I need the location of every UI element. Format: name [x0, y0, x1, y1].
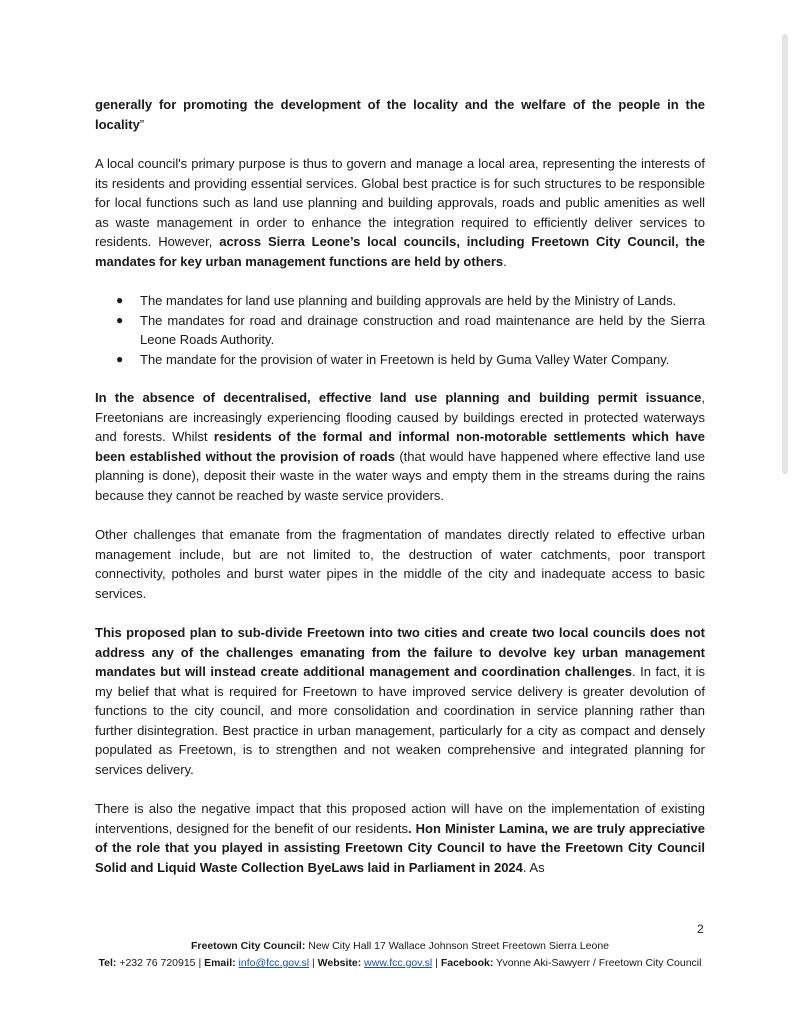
- bold-text: across Sierra Leone’s local councils, including Freetown City Council, the mandates for key urban management functions are held by others: [95, 234, 705, 269]
- bold-text: . Hon Minister Lamina, we are truly appreciative of the role that you played in assisting Freetown City Council to have the Freetown City Council Solid and Liquid Waste Collection ByeLaws laid in Parliament in 2024: [95, 820, 705, 875]
- footer-website-label: Website:: [317, 957, 362, 969]
- footer-tel-label: Tel:: [98, 957, 117, 969]
- footer-separator: |: [432, 957, 441, 969]
- text-run: . As: [522, 859, 545, 875]
- text-run: Other challenges that emanate from the fragmentation of mandates directly related to effective urban management include, but are not limited to, the destruction of water catchments, poor transport connectivity, potholes and burst water pipes in the middle of the city and inadequate access to basic services.: [95, 527, 705, 601]
- footer-tel: +232 76 720915 |: [116, 957, 205, 969]
- footer-address: New City Hall 17 Wallace Johnson Street Freetown Sierra Leone: [305, 940, 609, 952]
- bold-text: residents of the formal and informal non-motorable settlements which have been established without the provision of roads: [95, 429, 705, 464]
- text-run: . In fact, it is my belief that what is required for Freetown to have improved service delivery is greater devolution of functions to the city council, and more consolidation and coordination in service planning rather than further disintegration. Best practice in urban management, particularly for a city as compact and densely populated as Freetown, is to strengthen and not weaken comprehensive and integrated planning for services delivery.: [95, 664, 706, 777]
- bold-text: In the absence of decentralised, effective land use planning and building permit issuance: [95, 390, 702, 405]
- footer-website-link[interactable]: www.fcc.gov.sl: [364, 957, 433, 969]
- vertical-scrollbar[interactable]: [776, 0, 794, 1024]
- footer-contact-line: [95, 955, 705, 972]
- paragraph-planning-absence: [95, 388, 705, 505]
- bullet-icon: ●: [116, 351, 124, 366]
- footer-org-label: Freetown City Council:: [190, 940, 306, 952]
- paragraph-negative-impact: [95, 799, 705, 877]
- footer-address-line: [95, 938, 705, 955]
- paragraph-quote-end: [95, 95, 705, 134]
- text-run: A local council's primary purpose is thus to govern and manage a local area, representing the interests of its residents and providing essential services. Global best practice is for such structures to be responsible for local functions such as land use planning and building approvals, roads and public amenities as well as waste management in order to enhance the integration required to efficiently deliver services to residents. However,: [95, 156, 705, 249]
- bullet-icon: ●: [116, 312, 124, 327]
- footer-separator: |: [309, 957, 318, 969]
- document-body: [95, 95, 705, 897]
- text-run: ”: [139, 116, 145, 132]
- paragraph-proposed-plan: [95, 623, 705, 779]
- list-item: [116, 291, 705, 311]
- list-item-text: The mandates for road and drainage construction and road maintenance are held by the Sierra Leone Roads Authority.: [140, 312, 705, 347]
- text-run: , Freetonians are increasingly experiencing flooding caused by buildings erected in protected waterways and forests. Whilst: [95, 390, 705, 444]
- text-run: .: [503, 253, 507, 269]
- bold-text: generally for promoting the development of the locality and the welfare of the people in the locality: [95, 97, 705, 132]
- footer: [95, 938, 705, 972]
- mandates-list: [95, 291, 705, 369]
- footer-email-label: Email:: [204, 957, 236, 969]
- list-item: [116, 311, 705, 350]
- paragraph-other-challenges: [95, 525, 705, 603]
- text-run: There is also the negative impact that this proposed action will have on the implementation of existing interventions, designed for the benefit of our residents: [95, 801, 705, 836]
- list-item-text: The mandate for the provision of water in Freetown is held by Guma Valley Water Company.: [140, 351, 670, 367]
- page-number: 2: [697, 922, 704, 936]
- list-item: [116, 350, 705, 370]
- footer-facebook: Yvonne Aki-Sawyerr / Freetown City Council: [493, 957, 702, 969]
- footer-email-link[interactable]: info@fcc.gov.sl: [238, 957, 310, 969]
- bold-text: This proposed plan to sub-divide Freetown into two cities and create two local councils does not address any of the challenges emanating from the failure to devolve key urban management mandates but will instead create additional management and coordination challenges: [95, 625, 705, 679]
- paragraph-council-purpose: [95, 154, 705, 271]
- scrollbar-thumb[interactable]: [782, 34, 788, 474]
- footer-facebook-label: Facebook:: [440, 957, 494, 969]
- bullet-icon: ●: [116, 293, 124, 307]
- text-run: (that would have happened where effective land use planning is done), deposit their waste in the water ways and empty them in the streams during the rains because they cannot be reached by waste service providers.: [95, 448, 706, 503]
- list-item-text: The mandates for land use planning and building approvals are held by the Ministry of Lands.: [140, 293, 677, 308]
